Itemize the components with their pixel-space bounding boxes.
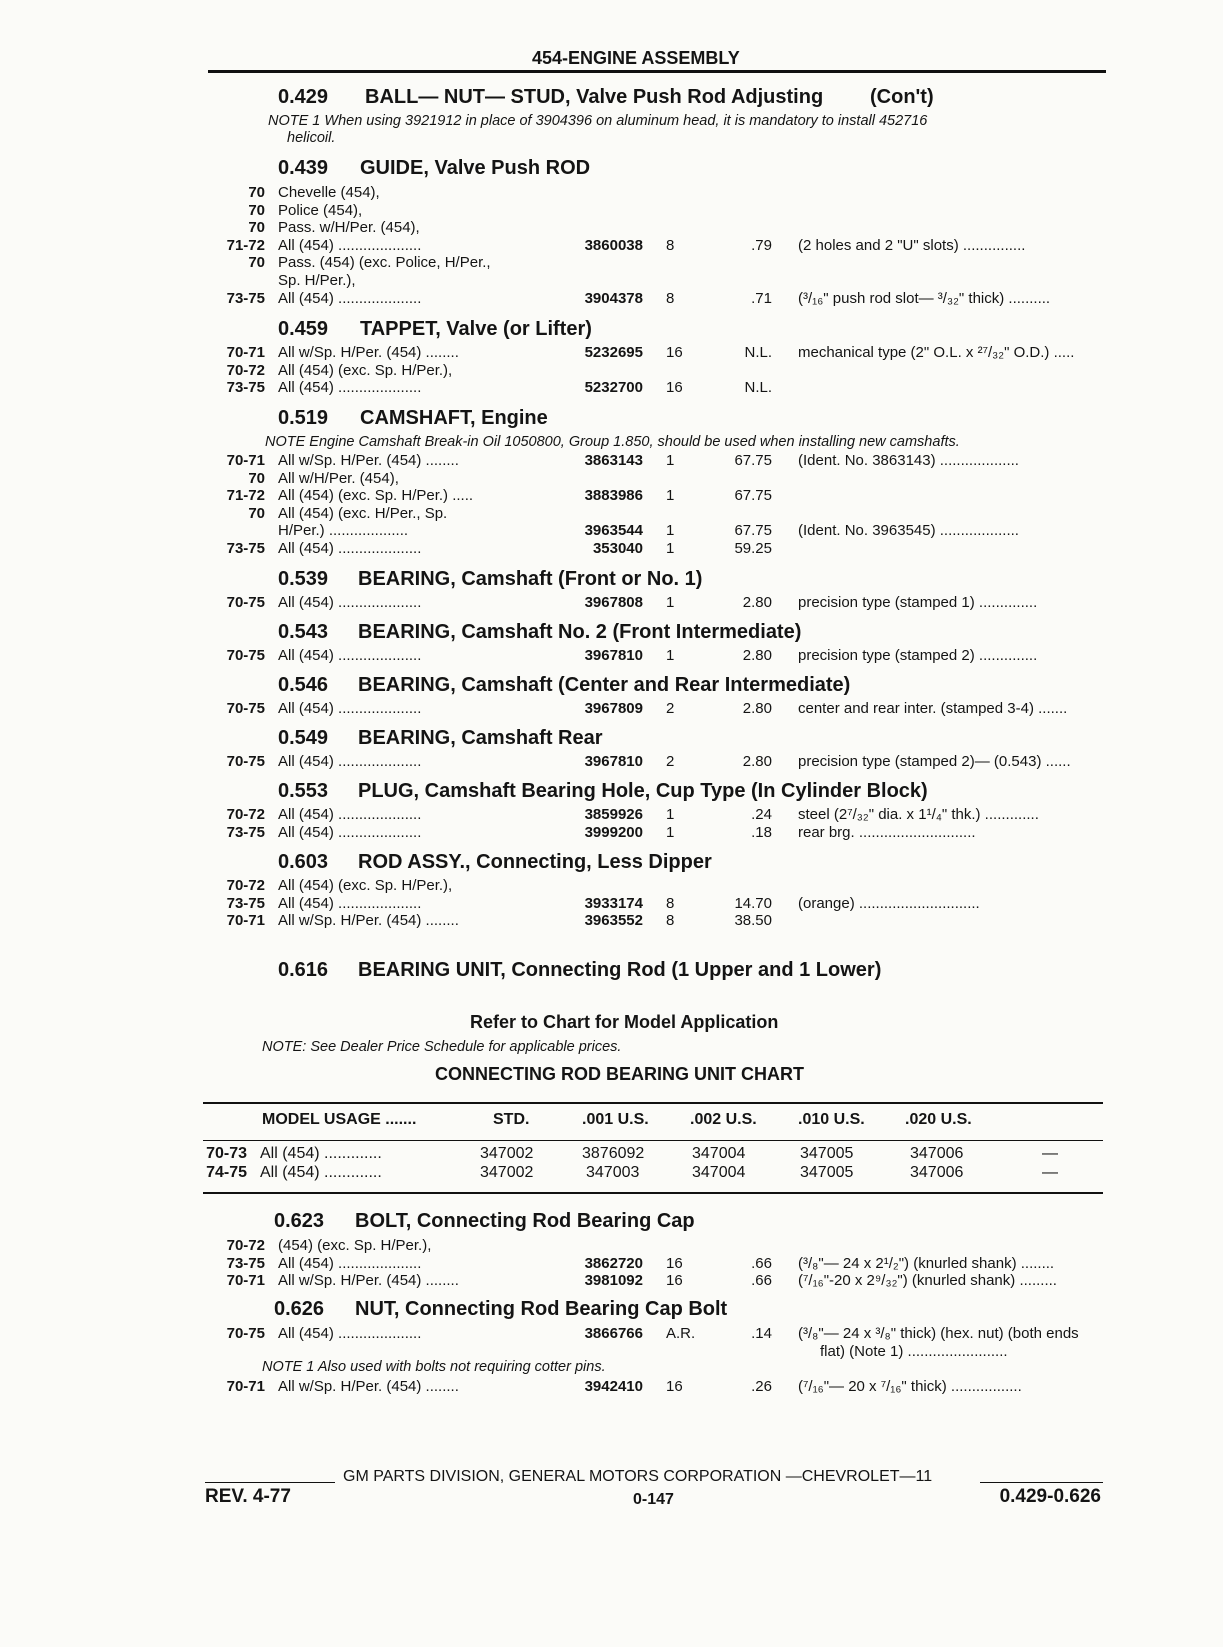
section-title: TAPPET, Valve (or Lifter) bbox=[360, 318, 592, 340]
note-text: helicoil. bbox=[287, 130, 336, 146]
section-title: NUT, Connecting Rod Bearing Cap Bolt bbox=[355, 1298, 728, 1320]
price: 67.75 bbox=[734, 522, 772, 540]
section-number: 0.546 bbox=[278, 674, 329, 696]
model-years: 70-75 bbox=[226, 1325, 265, 1342]
model-years: 70-75 bbox=[226, 753, 265, 770]
chart-header-rule bbox=[203, 1140, 1103, 1141]
footer-rule-right bbox=[980, 1482, 1103, 1483]
chart-cell: 3876092 bbox=[582, 1145, 645, 1162]
parts-row bbox=[0, 522, 1223, 541]
price: .66 bbox=[751, 1272, 772, 1290]
parts-row bbox=[0, 895, 1223, 914]
price: 2.80 bbox=[742, 700, 772, 717]
section-number: 0.459 bbox=[278, 318, 329, 340]
parts-row bbox=[0, 877, 1223, 896]
model-years: 73-75 bbox=[226, 540, 265, 557]
model-years: 70-71 bbox=[226, 1378, 265, 1395]
chart-cell: 347004 bbox=[692, 1145, 746, 1162]
chart-header-std: STD. bbox=[493, 1111, 530, 1128]
quantity: 2 bbox=[666, 700, 675, 717]
footer-page-number: 0-147 bbox=[633, 1491, 674, 1508]
model-years: 70 bbox=[248, 504, 265, 522]
part-number: 3866766 bbox=[584, 1325, 643, 1342]
part-number: 3967809 bbox=[584, 700, 643, 717]
section-title: GUIDE, Valve Push ROD bbox=[360, 157, 591, 179]
application: All w/Sp. H/Per. (454) ........ bbox=[278, 1378, 459, 1395]
application: All w/Sp. H/Per. (454) ........ bbox=[278, 344, 459, 361]
note-text: NOTE 1 When using 3921912 in place of 3904396 on aluminum head, it is mandatory to install 452716 bbox=[268, 113, 928, 129]
parts-row bbox=[0, 647, 1223, 666]
section-title: CAMSHAFT, Engine bbox=[360, 407, 548, 429]
model-years: 70-72 bbox=[226, 877, 265, 894]
remark: center and rear inter. (stamped 3-4) ....... bbox=[798, 700, 1068, 717]
model-years: 73-75 bbox=[226, 1254, 265, 1272]
parts-row bbox=[0, 452, 1223, 471]
quantity: 1 bbox=[666, 522, 675, 540]
chart-years: 74-75 bbox=[206, 1164, 247, 1181]
remark: (2 holes and 2 "U" slots) ............... bbox=[798, 236, 1026, 254]
chart-note: NOTE: See Dealer Price Schedule for applicable prices. bbox=[262, 1039, 622, 1055]
price: .71 bbox=[751, 289, 772, 307]
application: All w/Sp. H/Per. (454) ........ bbox=[278, 1272, 459, 1290]
remark: (³/₈"— 24 x ³/₈" thick) (hex. nut) (both ends bbox=[798, 1325, 1079, 1342]
remark: (⁷/₁₆"-20 x 2⁹/₃₂") (knurled shank) ......... bbox=[798, 1272, 1057, 1290]
price: .14 bbox=[751, 1325, 772, 1342]
model-years: 71-72 bbox=[226, 236, 265, 254]
chart-bottom-rule bbox=[203, 1192, 1103, 1194]
chart-years: 70-73 bbox=[206, 1145, 247, 1162]
application: All (454) .................... bbox=[278, 1254, 422, 1272]
application: All (454) .................... bbox=[278, 700, 422, 717]
parts-row bbox=[0, 594, 1223, 613]
price: 2.80 bbox=[742, 753, 772, 770]
model-years: 70 bbox=[248, 254, 265, 272]
model-years: 70 bbox=[248, 184, 265, 201]
price: 67.75 bbox=[734, 452, 772, 469]
chart-cell: 347006 bbox=[910, 1145, 964, 1162]
footer-rule-left bbox=[205, 1482, 335, 1483]
chart-cell: 347004 bbox=[692, 1164, 746, 1181]
application: All (454) .................... bbox=[278, 806, 422, 823]
parts-row bbox=[0, 344, 1223, 363]
chart-top-rule bbox=[203, 1102, 1103, 1104]
model-years: 70 bbox=[248, 201, 265, 219]
parts-row bbox=[0, 219, 1223, 238]
part-number: 3859926 bbox=[584, 806, 643, 823]
remark: (³/₁₆" push rod slot— ³/₃₂" thick) .......... bbox=[798, 289, 1051, 307]
quantity: 8 bbox=[666, 912, 675, 930]
quantity: 16 bbox=[666, 1254, 683, 1272]
part-number: 3981092 bbox=[584, 1272, 643, 1290]
application: All w/H/Per. (454), bbox=[278, 469, 399, 487]
model-years: 70-71 bbox=[226, 344, 265, 361]
chart-usage: All (454) ............. bbox=[260, 1145, 382, 1162]
part-number: 5232695 bbox=[584, 344, 643, 361]
chart-title: CONNECTING ROD BEARING UNIT CHART bbox=[435, 1064, 804, 1084]
parts-row bbox=[0, 202, 1223, 221]
quantity: 16 bbox=[666, 1378, 683, 1395]
model-years: 73-75 bbox=[226, 289, 265, 307]
quantity: 1 bbox=[666, 452, 675, 469]
section-title: ROD ASSY., Connecting, Less Dipper bbox=[358, 851, 712, 873]
section-number: 0.553 bbox=[278, 780, 329, 802]
parts-row-continuation bbox=[0, 1343, 1223, 1362]
quantity: 16 bbox=[666, 1272, 683, 1290]
parts-row bbox=[0, 379, 1223, 398]
model-years: 73-75 bbox=[226, 823, 265, 841]
application: All (454) .................... bbox=[278, 594, 422, 611]
parts-row bbox=[0, 1272, 1223, 1291]
remark: (orange) ............................. bbox=[798, 894, 980, 912]
section-number: 0.519 bbox=[278, 407, 329, 429]
quantity: A.R. bbox=[666, 1325, 696, 1342]
chart-cell: 347005 bbox=[800, 1164, 854, 1181]
remark: (Ident. No. 3963545) ................... bbox=[798, 522, 1019, 540]
price: N.L. bbox=[744, 379, 772, 397]
quantity: 1 bbox=[666, 487, 675, 505]
part-number: 3862720 bbox=[584, 1254, 643, 1272]
parts-row bbox=[0, 806, 1223, 825]
price: .24 bbox=[751, 806, 772, 823]
model-years: 71-72 bbox=[226, 487, 265, 505]
application: All (454) (exc. Sp. H/Per.), bbox=[278, 361, 453, 379]
remark: steel (2⁷/₃₂" dia. x 1¹/₄" thk.) ............. bbox=[798, 806, 1039, 823]
chart-cell: 347002 bbox=[480, 1145, 534, 1162]
parts-row bbox=[0, 470, 1223, 489]
application: All (454) .................... bbox=[278, 823, 422, 841]
parts-row bbox=[0, 505, 1223, 524]
section-title: BALL— NUT— STUD, Valve Push Rod Adjusting bbox=[365, 86, 824, 108]
quantity: 1 bbox=[666, 647, 675, 664]
page-header: 454-ENGINE ASSEMBLY bbox=[532, 48, 740, 68]
section-number: 0.539 bbox=[278, 568, 329, 590]
parts-row bbox=[0, 1255, 1223, 1274]
part-number: 3860038 bbox=[584, 236, 643, 254]
chart-header-010: .010 U.S. bbox=[798, 1111, 865, 1128]
model-years: 70 bbox=[248, 219, 265, 237]
application: Pass. w/H/Per. (454), bbox=[278, 219, 420, 237]
model-years: 73-75 bbox=[226, 894, 265, 912]
parts-row bbox=[0, 272, 1223, 291]
model-years: 70-75 bbox=[226, 647, 265, 664]
model-years: 70 bbox=[248, 469, 265, 487]
parts-row bbox=[0, 540, 1223, 559]
model-years: 70-75 bbox=[226, 594, 265, 611]
part-number: 3963544 bbox=[584, 522, 643, 540]
quantity: 8 bbox=[666, 236, 675, 254]
part-number: 3963552 bbox=[584, 912, 643, 930]
chart-usage: All (454) ............. bbox=[260, 1164, 382, 1181]
application: All (454) .................... bbox=[278, 236, 422, 254]
section-title: BEARING, Camshaft (Center and Rear Intermediate) bbox=[358, 674, 851, 696]
chart-cell: — bbox=[1042, 1164, 1058, 1181]
chart-cell: 347002 bbox=[480, 1164, 534, 1181]
parts-row bbox=[0, 912, 1223, 931]
quantity: 16 bbox=[666, 344, 683, 361]
application: Sp. H/Per.), bbox=[278, 272, 356, 289]
model-years: 70-72 bbox=[226, 361, 265, 379]
parts-row bbox=[0, 290, 1223, 309]
part-number: 3904378 bbox=[584, 289, 643, 307]
part-number: 3967810 bbox=[584, 647, 643, 664]
part-number: 3863143 bbox=[584, 452, 643, 469]
price: 14.70 bbox=[734, 894, 772, 912]
part-number: 3999200 bbox=[584, 823, 643, 841]
price: 38.50 bbox=[734, 912, 772, 930]
section-number: 0.626 bbox=[274, 1298, 325, 1320]
remark: precision type (stamped 2) .............. bbox=[798, 647, 1038, 664]
chart-header-001: .001 U.S. bbox=[582, 1111, 649, 1128]
price: N.L. bbox=[744, 344, 772, 361]
application: All (454) .................... bbox=[278, 894, 422, 912]
application: All (454) .................... bbox=[278, 379, 422, 397]
part-number: 3933174 bbox=[584, 894, 643, 912]
price: .18 bbox=[751, 823, 772, 841]
section-title: BOLT, Connecting Rod Bearing Cap bbox=[355, 1210, 695, 1232]
part-number: 3967810 bbox=[584, 753, 643, 770]
chart-header-usage: MODEL USAGE ....... bbox=[262, 1111, 417, 1128]
parts-row bbox=[0, 1378, 1223, 1397]
remark: (⁷/₁₆"— 20 x ⁷/₁₆" thick) ................. bbox=[798, 1378, 1022, 1395]
chart-cell: 347003 bbox=[586, 1164, 640, 1181]
model-years: 70-75 bbox=[226, 700, 265, 717]
quantity: 16 bbox=[666, 379, 683, 397]
chart-header-020: .020 U.S. bbox=[905, 1111, 972, 1128]
quantity: 1 bbox=[666, 594, 675, 611]
application: All w/Sp. H/Per. (454) ........ bbox=[278, 912, 459, 930]
model-years: 70-71 bbox=[226, 452, 265, 469]
parts-row bbox=[0, 487, 1223, 506]
model-years: 73-75 bbox=[226, 379, 265, 397]
quantity: 8 bbox=[666, 289, 675, 307]
application: All (454) (exc. Sp. H/Per.) ..... bbox=[278, 487, 474, 505]
part-number: 3967808 bbox=[584, 594, 643, 611]
parts-row bbox=[0, 1325, 1223, 1344]
price: 2.80 bbox=[742, 647, 772, 664]
application: Police (454), bbox=[278, 201, 363, 219]
quantity: 1 bbox=[666, 806, 675, 823]
section-number: 0.623 bbox=[274, 1210, 325, 1232]
application: All (454) .................... bbox=[278, 647, 422, 664]
chart-cell: 347005 bbox=[800, 1145, 854, 1162]
parts-row bbox=[0, 237, 1223, 256]
parts-row bbox=[0, 362, 1223, 381]
parts-row bbox=[0, 1237, 1223, 1256]
parts-row bbox=[0, 184, 1223, 203]
part-number: 353040 bbox=[592, 540, 643, 557]
application: H/Per.) ................... bbox=[278, 522, 409, 540]
chart-cell: 347006 bbox=[910, 1164, 964, 1181]
header-rule bbox=[208, 70, 1106, 73]
parts-row bbox=[0, 700, 1223, 719]
section-title-suffix: (Con't) bbox=[870, 86, 934, 108]
model-years: 70-71 bbox=[226, 1272, 265, 1290]
application: (454) (exc. Sp. H/Per.), bbox=[278, 1237, 432, 1254]
section-title: PLUG, Camshaft Bearing Hole, Cup Type (In Cylinder Block) bbox=[358, 780, 928, 802]
remark: mechanical type (2" O.L. x ²⁷/₃₂" O.D.) ..... bbox=[798, 344, 1075, 361]
price: .79 bbox=[751, 236, 772, 254]
chart-cell: — bbox=[1042, 1145, 1058, 1162]
part-number: 3942410 bbox=[584, 1378, 643, 1395]
quantity: 2 bbox=[666, 753, 675, 770]
application: All (454) (exc. H/Per., Sp. bbox=[278, 504, 448, 522]
note-text: NOTE 1 Also used with bolts not requiring cotter pins. bbox=[262, 1359, 606, 1375]
footer-division: GM PARTS DIVISION, GENERAL MOTORS CORPORATION —CHEVROLET—11 bbox=[343, 1468, 933, 1485]
price: .26 bbox=[751, 1378, 772, 1395]
section-title: BEARING, Camshaft (Front or No. 1) bbox=[358, 568, 703, 590]
model-years: 70-71 bbox=[226, 912, 265, 930]
part-number: 5232700 bbox=[584, 379, 643, 397]
parts-row bbox=[0, 753, 1223, 772]
remark: (Ident. No. 3863143) ................... bbox=[798, 452, 1019, 469]
section-number: 0.429 bbox=[278, 86, 329, 108]
footer-range: 0.429-0.626 bbox=[999, 1486, 1101, 1507]
price: 2.80 bbox=[742, 594, 772, 611]
application: All w/Sp. H/Per. (454) ........ bbox=[278, 452, 459, 469]
application: All (454) .................... bbox=[278, 753, 422, 770]
section-title: BEARING, Camshaft No. 2 (Front Intermediate) bbox=[358, 621, 802, 643]
remark: precision type (stamped 2)— (0.543) ...... bbox=[798, 753, 1071, 770]
application: Chevelle (454), bbox=[278, 184, 380, 201]
footer-revision: REV. 4-77 bbox=[205, 1486, 291, 1507]
section-number: 0.616 bbox=[278, 959, 329, 981]
parts-row bbox=[0, 254, 1223, 273]
application: All (454) .................... bbox=[278, 1325, 422, 1342]
price: .66 bbox=[751, 1254, 772, 1272]
quantity: 8 bbox=[666, 894, 675, 912]
part-number: 3883986 bbox=[584, 487, 643, 505]
application: All (454) .................... bbox=[278, 540, 422, 557]
section-number: 0.549 bbox=[278, 727, 329, 749]
section-number: 0.603 bbox=[278, 851, 329, 873]
model-years: 70-72 bbox=[226, 1237, 265, 1254]
parts-row bbox=[0, 824, 1223, 843]
quantity: 1 bbox=[666, 823, 675, 841]
model-years: 70-72 bbox=[226, 806, 265, 823]
section-title: BEARING UNIT, Connecting Rod (1 Upper and 1 Lower) bbox=[358, 959, 882, 981]
remark: (³/₈"— 24 x 2¹/₂") (knurled shank) ........ bbox=[798, 1254, 1055, 1272]
section-number: 0.439 bbox=[278, 157, 329, 179]
application: All (454) (exc. Sp. H/Per.), bbox=[278, 877, 453, 894]
remark: rear brg. ............................ bbox=[798, 823, 976, 841]
note-text: NOTE Engine Camshaft Break-in Oil 1050800, Group 1.850, should be used when installing new camshafts. bbox=[265, 434, 960, 450]
chart-refer-heading: Refer to Chart for Model Application bbox=[470, 1012, 779, 1032]
chart-header-002: .002 U.S. bbox=[690, 1111, 757, 1128]
section-number: 0.543 bbox=[278, 621, 329, 643]
quantity: 1 bbox=[666, 540, 675, 557]
section-title: BEARING, Camshaft Rear bbox=[358, 727, 603, 749]
price: 67.75 bbox=[734, 487, 772, 505]
remark: flat) (Note 1) ........................ bbox=[820, 1342, 1008, 1360]
price: 59.25 bbox=[734, 540, 772, 557]
application: Pass. (454) (exc. Police, H/Per., bbox=[278, 254, 491, 272]
remark: precision type (stamped 1) .............. bbox=[798, 594, 1038, 611]
application: All (454) .................... bbox=[278, 289, 422, 307]
